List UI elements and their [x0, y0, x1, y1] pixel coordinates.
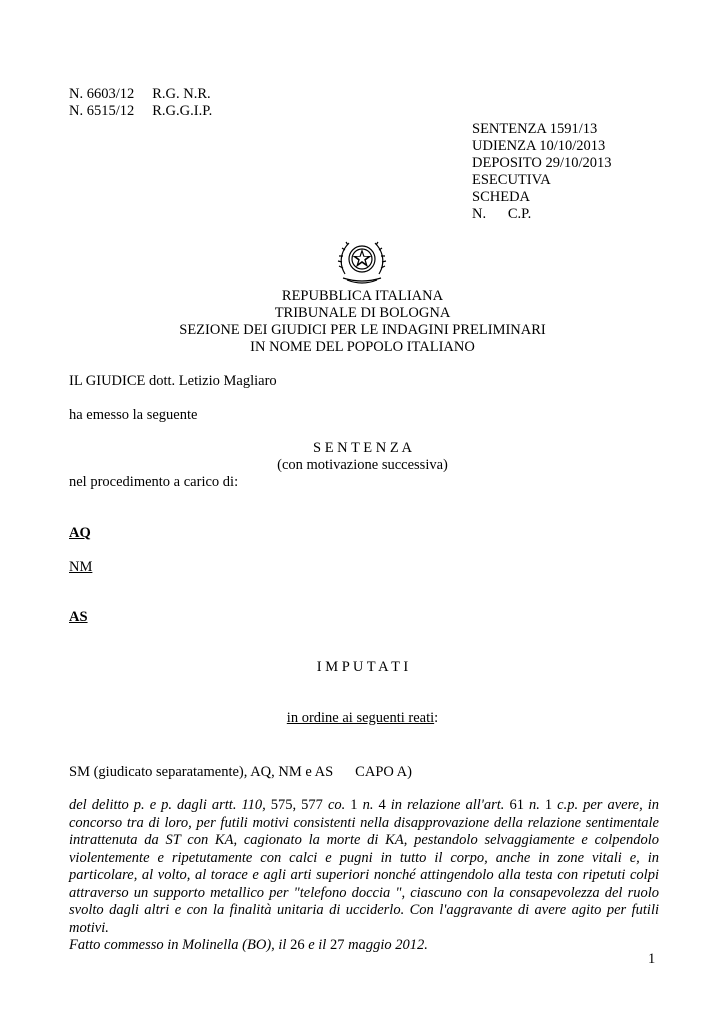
rg-number: N. 6515/12: [69, 103, 135, 119]
sentenza-number: SENTENZA 1591/13: [472, 121, 598, 137]
sentenza-title: S E N T E N Z A: [313, 440, 412, 456]
ordine-colon: :: [434, 710, 439, 726]
defendant-name: AQ: [69, 525, 91, 541]
charge-number: 1: [544, 797, 553, 813]
charge-number: 4: [378, 797, 386, 813]
rg-line-2: [69, 103, 212, 120]
fatto-text: e il: [304, 937, 330, 953]
charge-number: 61: [509, 797, 524, 813]
rg-number: N. 6603/12: [69, 86, 135, 102]
motivazione-note: (con motivazione successiva): [277, 457, 448, 473]
fatto-text: Fatto commesso in Molinella (BO), il: [69, 937, 291, 953]
fatto-day: 26: [290, 937, 305, 953]
udienza-date: UDIENZA 10/10/2013: [472, 138, 606, 154]
capo-parties: SM (giudicato separatamente), AQ, NM e AS: [69, 764, 334, 780]
italian-republic-emblem-icon: [335, 234, 389, 286]
imputati-heading: I M P U T A T I: [316, 659, 409, 675]
charge-text: c.p. per avere, in concorso tra di loro, per futili motivi consistenti nella disapprovazione della relazione sentimentale intrattenuta da ST con KA, cagionato la morte di KA, pestandolo selvaggiamente e colpendolo violentemente e ripetutamente con calci e pugni in tutto il corpo, anche in zone vitali e, in particolare, al volto, al torace e agli arti superiori nonché attingendolo alla testa con ripetuti colpi attraverso un supporto metallico per "telefono doccia ", ciascuno con la consapevolezza del ruolo svolto dagli altri e con la finalità unitaria di ucciderlo. Con l'aggravante di avere agito per futili motivi.: [69, 797, 660, 936]
scheda-label: SCHEDA: [472, 189, 531, 205]
deposito-date: DEPOSITO 29/10/2013: [472, 155, 612, 171]
defendant-name: NM: [69, 559, 93, 575]
charge-articles: 575, 577: [270, 797, 323, 813]
emesso-line: ha emesso la seguente: [69, 407, 198, 423]
procedimento-line: nel procedimento a carico di:: [69, 474, 239, 490]
rg-line-1: [69, 86, 211, 103]
charge-number: 1: [350, 797, 358, 813]
charge-text: co.: [322, 797, 351, 813]
court-heading-section: SEZIONE DEI GIUDICI PER LE INDAGINI PRELIMINARI: [179, 322, 546, 338]
court-heading-republic: REPUBBLICA ITALIANA: [281, 288, 444, 304]
charge-text: in relazione all'art.: [385, 797, 510, 813]
capo-line: [69, 764, 412, 781]
charge-text: n.: [523, 797, 545, 813]
defendant-name: AS: [69, 609, 88, 625]
esecutiva-label: ESECUTIVA: [472, 172, 551, 188]
rg-register: R.G. N.R.: [152, 86, 211, 102]
court-heading-nome: IN NOME DEL POPOLO ITALIANO: [250, 339, 475, 355]
capo-label: CAPO A): [355, 764, 412, 780]
ordine-line: [0, 710, 725, 727]
ordine-text: in ordine ai seguenti reati: [286, 710, 435, 726]
charge-text: del delitto p. e p. dagli artt. 110,: [69, 797, 271, 813]
judge-line: IL GIUDICE dott. Letizio Magliaro: [69, 373, 277, 389]
rg-register: R.G.G.I.P.: [152, 103, 213, 119]
charge-paragraph: [69, 797, 659, 955]
page-number: 1: [648, 951, 656, 967]
court-heading-tribunal: TRIBUNALE DI BOLOGNA: [274, 305, 451, 321]
charge-text: n.: [357, 797, 379, 813]
fatto-text: maggio 2012.: [344, 937, 428, 953]
cp-number: N. C.P.: [472, 206, 532, 222]
fatto-day: 27: [329, 937, 345, 953]
